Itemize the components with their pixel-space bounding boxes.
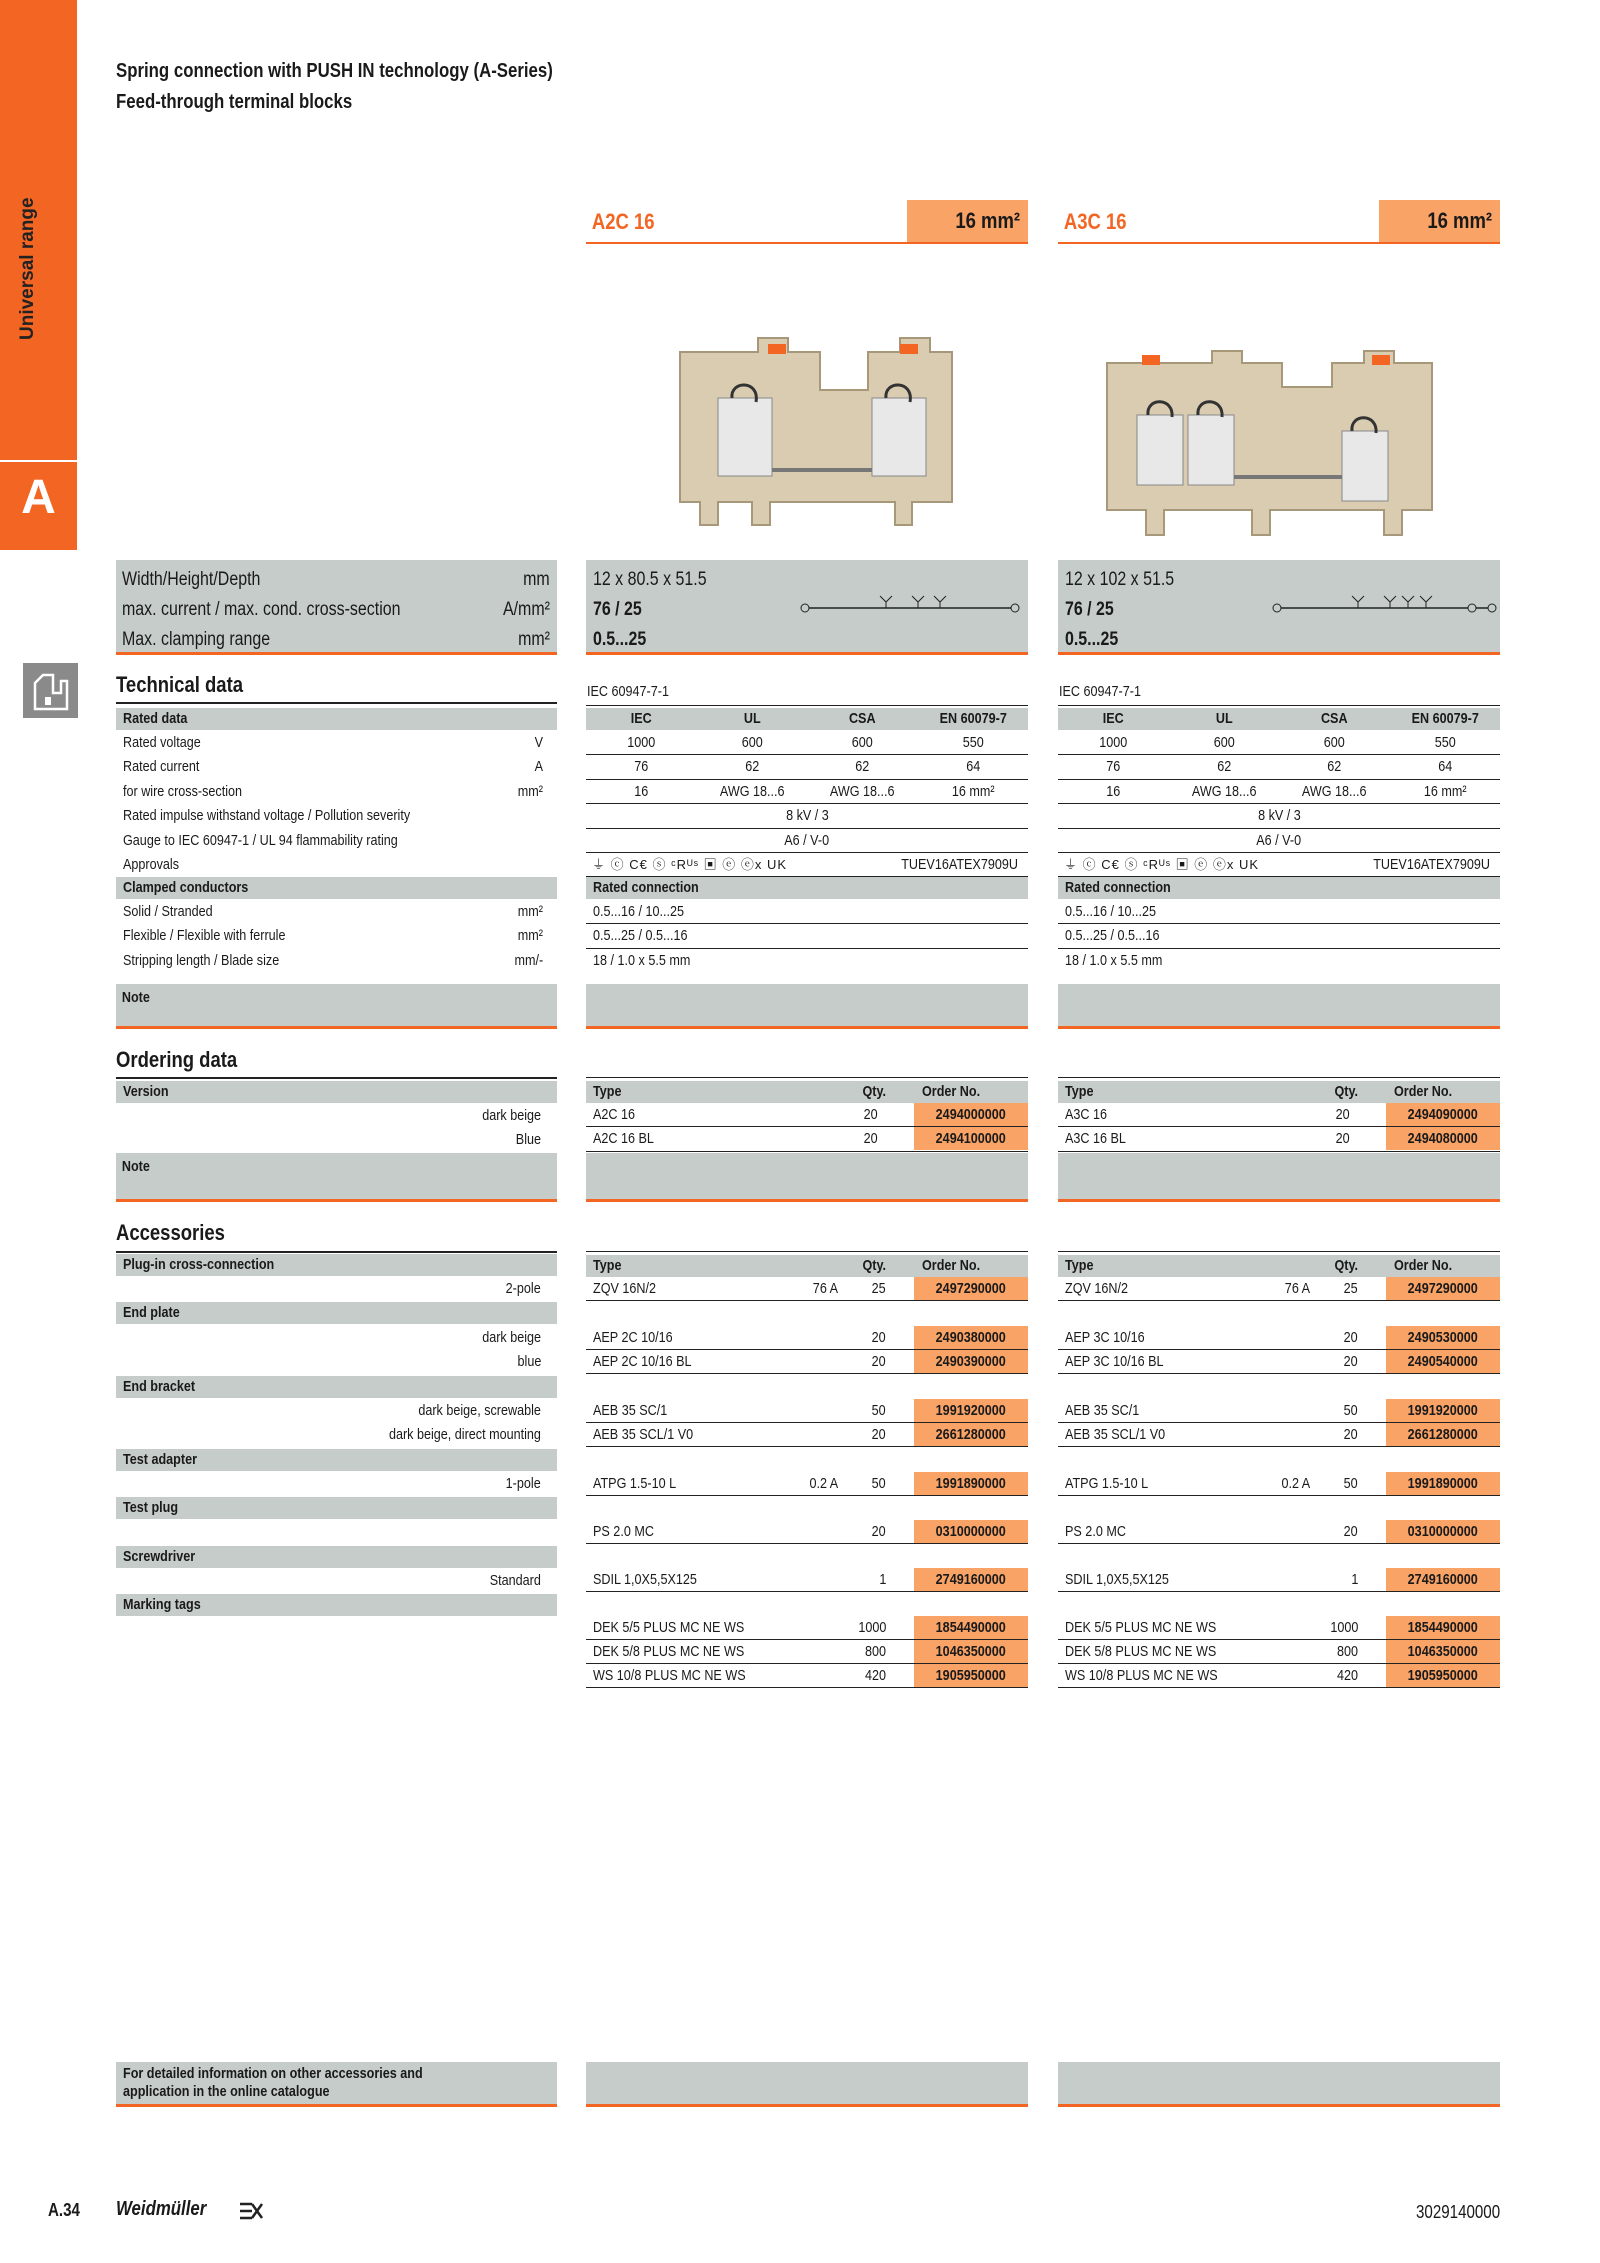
product-image-a3c <box>1102 345 1442 555</box>
test-adapter-bar: Test adapter <box>116 1449 557 1471</box>
order-row: A2C 16 BL 20 2494100000 <box>586 1127 1028 1151</box>
note-box: Note <box>116 984 557 1026</box>
page-title <box>116 56 636 118</box>
clamped-values: 0.5...16 / 10...25 0.5...25 / 0.5...16 18 / 1.0 x 5.5 mm <box>1058 900 1500 973</box>
accessory-row: AEB 35 SC/1 50 1991920000 <box>586 1399 1028 1423</box>
orange-rule <box>586 1026 1028 1029</box>
accessory-row: PS 2.0 MC 20 0310000000 <box>1058 1520 1500 1544</box>
accessories-title: Accessories <box>116 1220 225 1245</box>
accessory-row: AEP 2C 10/16 BL 20 2490390000 <box>586 1350 1028 1374</box>
end-plate-variant: dark beige <box>482 1329 541 1346</box>
accessory-row: AEP 2C 10/16 20 2490380000 <box>586 1326 1028 1350</box>
divider <box>116 1077 557 1079</box>
brand-mark-icon <box>238 2200 266 2222</box>
product-header-a3c <box>1058 200 1500 244</box>
note-box <box>1058 1153 1500 1199</box>
end-bracket-variant: dark beige, screwable <box>418 1402 541 1419</box>
marking-tags-bar: Marking tags <box>116 1594 557 1616</box>
spec-row: Max. clamping range mm² <box>122 629 550 650</box>
clamped-labels: Solid / Stranded mm² Flexible / Flexible with ferrule mm² Stripping length / Blade size mm/- <box>123 903 543 969</box>
product-size-badge: 16 mm² <box>1379 200 1500 242</box>
accessory-row: SDIL 1,0X5,5X125 1 2749160000 <box>586 1568 1028 1592</box>
approval-logos-icon: ⏚ ⓒ C€ ⓢ ᶜRᵁˢ ▣ ⓔ ⓔx UK <box>1064 856 1260 872</box>
product-image-a2c <box>660 330 960 540</box>
version-dark-beige: dark beige <box>482 1107 541 1124</box>
divider <box>586 705 1028 706</box>
spec-values: 12 x 80.5 x 51.5 76 / 25 0.5...25 <box>593 569 707 650</box>
cert-values: 1000 600 600 550 76 62 62 64 16 AWG 18...6 AWG 18...6 16 mm² 8 kV / 3 A6 / V-0 ⏚ ⓒ C€ ⓢ ᶜRᵁˢ ▣ ⓔ ⓔx UK TUEV16ATEX7909U <box>586 731 1028 877</box>
note-box <box>1058 984 1500 1026</box>
accessory-row: ATPG 1.5-10 L 0.2 A 50 1991890000 <box>1058 1472 1500 1496</box>
rated-data-labels <box>123 731 543 877</box>
accessory-row: DEK 5/8 PLUS MC NE WS 800 1046350000 <box>1058 1640 1500 1664</box>
product-size-badge: 16 mm² <box>907 200 1028 242</box>
product-header-a2c <box>586 200 1028 244</box>
accessory-table-a2c <box>586 1251 1028 1688</box>
accessory-row: WS 10/8 PLUS MC NE WS 420 1905950000 <box>1058 1664 1500 1688</box>
title-line-2: Feed-through terminal blocks <box>116 91 353 113</box>
orange-rule <box>116 1026 557 1029</box>
technical-title: Technical data <box>116 672 244 697</box>
test-plug-bar: Test plug <box>116 1497 557 1519</box>
ordering-title: Ordering data <box>116 1047 238 1072</box>
test-adapter-variant: 1-pole <box>505 1475 541 1492</box>
approval-logos-icon: ⏚ ⓒ C€ ⓢ ᶜRᵁˢ ▣ ⓔ ⓔx UK <box>592 856 788 872</box>
note-box <box>586 984 1028 1026</box>
wiring-symbol-icon <box>1272 593 1497 623</box>
cert-values: 1000 600 600 550 76 62 62 64 16 AWG 18...6 AWG 18...6 16 mm² 8 kV / 3 A6 / V-0 ⏚ ⓒ C€ ⓢ ᶜRᵁˢ ▣ ⓔ ⓔx UK TUEV16ATEX7909U <box>1058 731 1500 877</box>
divider <box>116 702 557 704</box>
title-line-1: Spring connection with PUSH IN technology (A-Series) <box>116 60 553 82</box>
catalogue-note-blank <box>586 2062 1028 2104</box>
tech-row: Rated current A <box>123 758 543 776</box>
terminal-block-icon <box>23 663 78 718</box>
accessory-row: AEP 3C 10/16 20 2490530000 <box>1058 1326 1500 1350</box>
divider <box>1058 705 1500 706</box>
note-box <box>586 1153 1028 1199</box>
range-label: Universal range <box>17 197 38 340</box>
wiring-symbol-icon <box>800 593 1020 623</box>
catalogue-note-blank <box>1058 2062 1500 2104</box>
spec-labels <box>122 565 550 655</box>
rated-data-bar: Rated data <box>116 708 557 730</box>
accessory-row: AEB 35 SCL/1 V0 20 2661280000 <box>586 1423 1028 1447</box>
clamped-conductors-bar: Clamped conductors <box>116 877 557 899</box>
product-name: A2C 16 <box>591 209 655 234</box>
accessory-header: Type Qty. Order No. <box>1058 1255 1500 1277</box>
document-number: 3029140000 <box>1415 2202 1500 2222</box>
end-plate-bar: End plate <box>116 1302 557 1324</box>
tech-row: Gauge to IEC 60947-1 / UL 94 flammability rating <box>123 831 398 849</box>
orange-rule <box>1058 1026 1500 1029</box>
orange-rule <box>1058 1199 1500 1202</box>
tech-row: Approvals <box>123 855 180 873</box>
accessory-row: PS 2.0 MC 20 0310000000 <box>586 1520 1028 1544</box>
standard-label: IEC 60947-7-1 <box>587 683 669 700</box>
version-bar: Version <box>116 1081 557 1103</box>
accessory-row: DEK 5/5 PLUS MC NE WS 1000 1854490000 <box>586 1616 1028 1640</box>
spec-values: 12 x 102 x 51.5 76 / 25 0.5...25 <box>1065 569 1175 650</box>
orange-rule <box>1058 2104 1500 2107</box>
order-header: Type Qty. Order No. <box>586 1081 1028 1103</box>
product-name: A3C 16 <box>1063 209 1127 234</box>
orange-rule <box>116 1199 557 1202</box>
cert-header-row: IEC UL CSA EN 60079-7 <box>1058 708 1500 730</box>
screwdriver-variant: Standard <box>489 1572 541 1589</box>
orange-rule <box>586 1199 1028 1202</box>
orange-rule <box>116 2104 557 2107</box>
order-header: Type Qty. Order No. <box>1058 1081 1500 1103</box>
accessory-row: DEK 5/8 PLUS MC NE WS 800 1046350000 <box>586 1640 1028 1664</box>
end-plate-variant: blue <box>517 1353 541 1370</box>
accessory-row: SDIL 1,0X5,5X125 1 2749160000 <box>1058 1568 1500 1592</box>
note-box: Note <box>116 1153 557 1199</box>
tech-row: Rated voltage V <box>123 734 543 751</box>
catalogue-note: For detailed information on other accessories and application in the online catalogue <box>116 2062 557 2104</box>
end-bracket-variant: dark beige, direct mounting <box>389 1426 541 1443</box>
approval-row: ⏚ ⓒ C€ ⓢ ᶜRᵁˢ ▣ ⓔ ⓔx UK TUEV16ATEX7909U <box>1058 853 1500 877</box>
divider <box>116 1251 557 1253</box>
rated-connection-bar: Rated connection <box>586 877 1028 899</box>
order-table-a2c <box>586 1077 1028 1152</box>
order-table-a3c <box>1058 1077 1500 1152</box>
approval-row: ⏚ ⓒ C€ ⓢ ᶜRᵁˢ ▣ ⓔ ⓔx UK TUEV16ATEX7909U <box>586 853 1028 877</box>
cross-connection-bar: Plug-in cross-connection <box>116 1254 557 1276</box>
order-row: A3C 16 20 2494090000 <box>1058 1103 1500 1127</box>
page-number: A.34 <box>48 2200 80 2220</box>
clamped-values: 0.5...16 / 10...25 0.5...25 / 0.5...16 18 / 1.0 x 5.5 mm <box>586 900 1028 973</box>
orange-rule <box>586 2104 1028 2107</box>
tech-row: Rated impulse withstand voltage / Pollution severity <box>123 807 411 825</box>
accessory-table-a3c <box>1058 1251 1500 1688</box>
spec-row: Width/Height/Depth mm <box>122 569 550 590</box>
end-bracket-bar: End bracket <box>116 1376 557 1398</box>
accessory-row: AEB 35 SC/1 50 1991920000 <box>1058 1399 1500 1423</box>
brand-logo: Weidmüller <box>116 2198 207 2220</box>
order-row: A2C 16 20 2494000000 <box>586 1103 1028 1127</box>
screwdriver-bar: Screwdriver <box>116 1546 557 1568</box>
accessory-row: AEP 3C 10/16 BL 20 2490540000 <box>1058 1350 1500 1374</box>
spec-row: max. current / max. cond. cross-section A/mm² <box>122 599 550 620</box>
cross-variant: 2-pole <box>505 1280 541 1297</box>
section-letter: A <box>21 471 56 524</box>
accessory-row: ZQV 16N/2 76 A 25 2497290000 <box>1058 1277 1500 1301</box>
cert-header-row: IEC UL CSA EN 60079-7 <box>586 708 1028 730</box>
sidebar-divider <box>0 460 77 462</box>
accessory-row: WS 10/8 PLUS MC NE WS 420 1905950000 <box>586 1664 1028 1688</box>
accessory-row: AEB 35 SCL/1 V0 20 2661280000 <box>1058 1423 1500 1447</box>
version-blue: Blue <box>515 1131 541 1148</box>
accessory-header: Type Qty. Order No. <box>586 1255 1028 1277</box>
accessory-row: DEK 5/5 PLUS MC NE WS 1000 1854490000 <box>1058 1616 1500 1640</box>
standard-label: IEC 60947-7-1 <box>1059 683 1141 700</box>
rated-connection-bar: Rated connection <box>1058 877 1500 899</box>
accessory-row: ZQV 16N/2 76 A 25 2497290000 <box>586 1277 1028 1301</box>
order-row: A3C 16 BL 20 2494080000 <box>1058 1127 1500 1151</box>
accessory-row: ATPG 1.5-10 L 0.2 A 50 1991890000 <box>586 1472 1028 1496</box>
tech-row: for wire cross-section mm² <box>123 782 543 800</box>
